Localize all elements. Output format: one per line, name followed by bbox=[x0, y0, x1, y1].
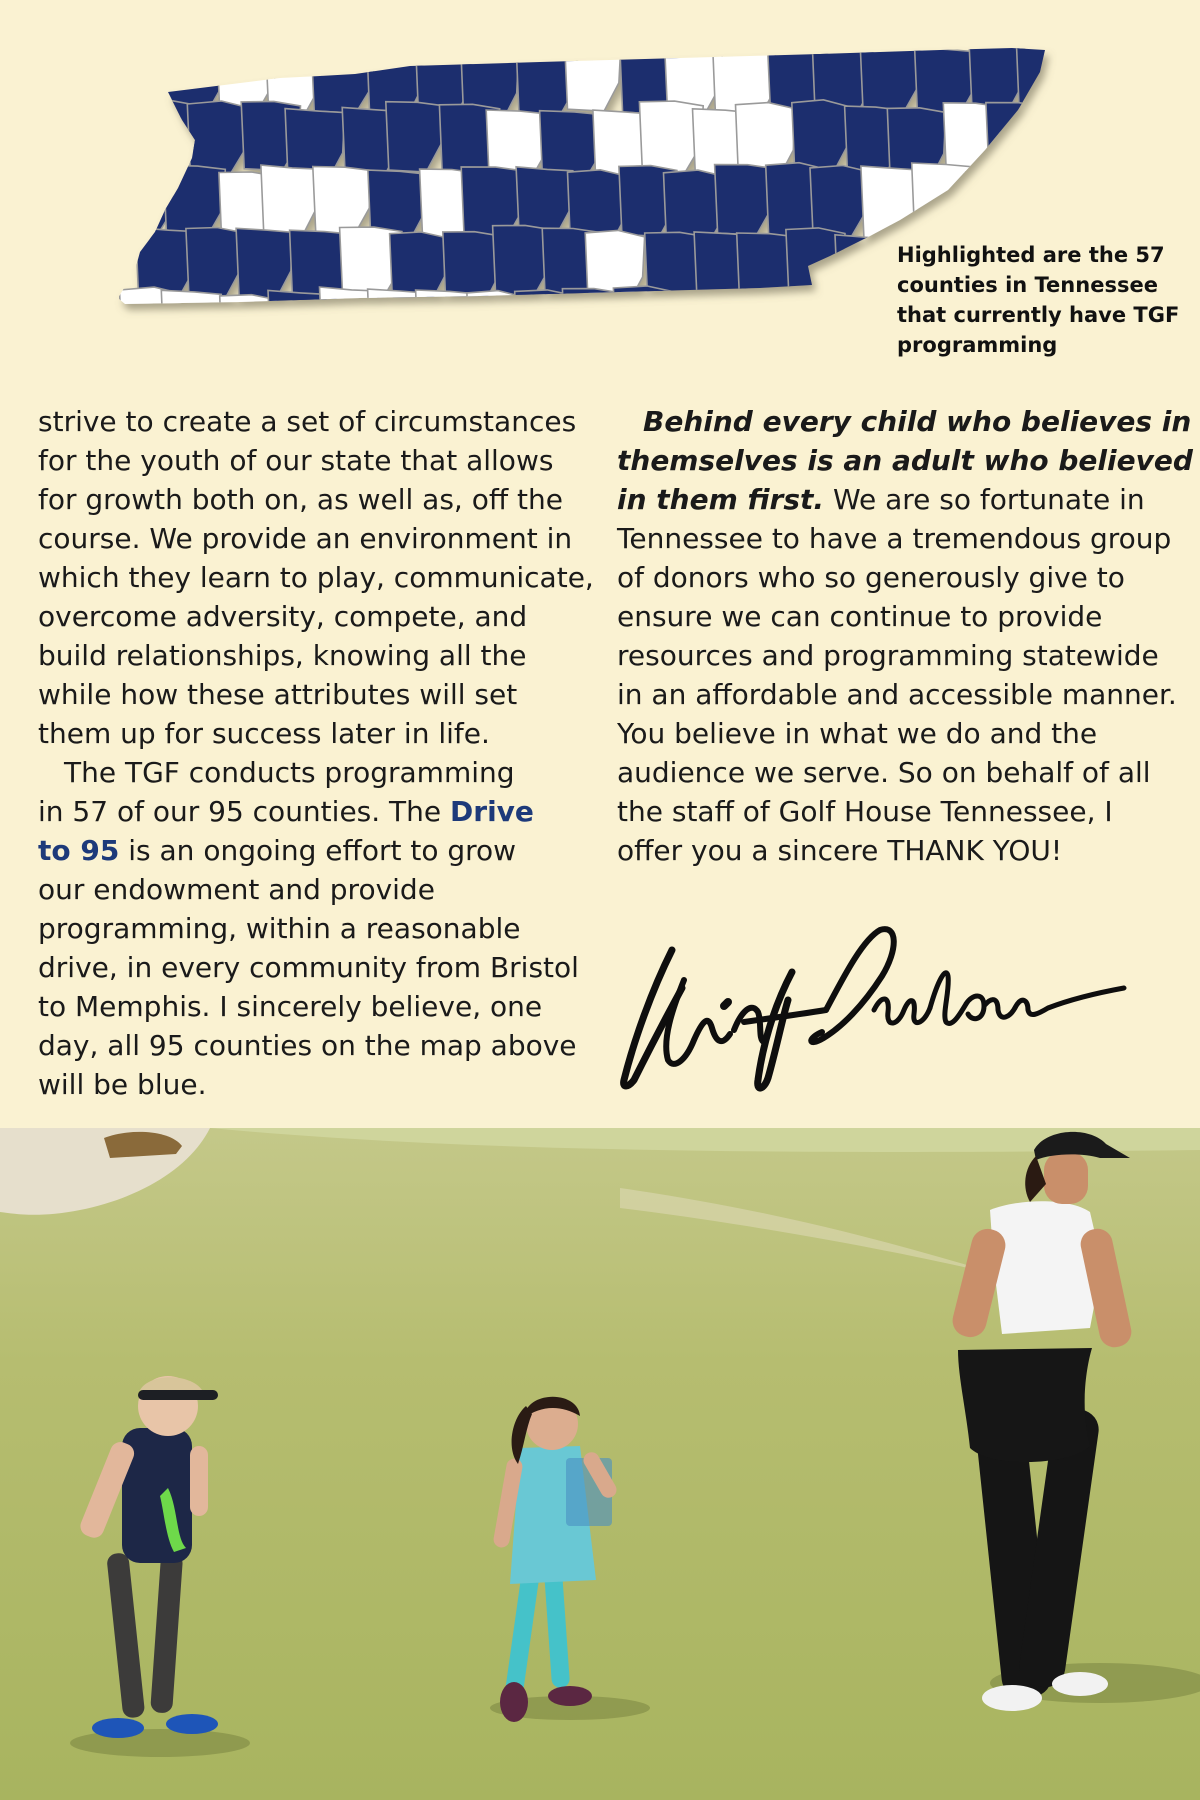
county bbox=[1061, 40, 1121, 114]
body-line bbox=[617, 480, 1187, 519]
body-line: for the youth of our state that allows bbox=[38, 444, 554, 477]
county bbox=[861, 166, 920, 239]
county-highlighted bbox=[515, 290, 574, 330]
county-highlighted bbox=[1017, 45, 1075, 122]
body-line: ensure we can continue to provide bbox=[617, 600, 1103, 633]
body-line: offer you a sincere THANK YOU! bbox=[617, 834, 1063, 867]
emphasis-text: in them first. bbox=[617, 483, 825, 516]
county-highlighted bbox=[613, 286, 675, 330]
drive-to-95-highlight: to 95 bbox=[38, 834, 120, 867]
caption-line: that currently have TGF bbox=[897, 303, 1180, 327]
county bbox=[161, 290, 221, 330]
county-highlighted bbox=[268, 290, 327, 330]
body-line: for growth both on, as well as, off the bbox=[38, 483, 563, 516]
county-highlighted bbox=[311, 43, 375, 113]
body-line: build relationships, knowing all the bbox=[38, 639, 527, 672]
body-line: day, all 95 counties on the map above bbox=[38, 1029, 577, 1062]
body-line: to Memphis. I sincerely believe, one bbox=[38, 990, 543, 1023]
body-line: audience we serve. So on behalf of all bbox=[617, 756, 1151, 789]
body-text: We are so fortunate in bbox=[824, 483, 1145, 516]
county-highlighted bbox=[986, 103, 1046, 173]
county-highlighted bbox=[186, 228, 243, 298]
drive-to-95-highlight: Drive bbox=[450, 795, 534, 828]
caption-line: programming bbox=[897, 333, 1058, 357]
left-column-text bbox=[38, 402, 598, 1104]
county-highlighted bbox=[562, 289, 619, 330]
golf-course-photo bbox=[0, 1128, 1200, 1800]
caption-line: counties in Tennessee bbox=[897, 273, 1158, 297]
emphasis-line: themselves is an adult who believed bbox=[617, 444, 1193, 477]
county bbox=[585, 230, 644, 306]
county-highlighted bbox=[835, 235, 896, 305]
county-highlighted bbox=[966, 170, 1022, 243]
body-line: The TGF conducts programming bbox=[64, 756, 515, 789]
county-highlighted bbox=[1016, 165, 1074, 243]
body-line: course. We provide an environment in bbox=[38, 522, 573, 555]
county-highlighted bbox=[1067, 169, 1123, 240]
county-highlighted bbox=[164, 165, 226, 237]
county bbox=[718, 294, 777, 330]
body-line: of donors who so generously give to bbox=[617, 561, 1125, 594]
body-text: is an ongoing effort to grow bbox=[119, 834, 517, 867]
body-line: overcome adversity, compete, and bbox=[38, 600, 528, 633]
emphasis-line: Behind every child who believes in bbox=[643, 405, 1192, 438]
body-line: strive to create a set of circumstances bbox=[38, 405, 577, 438]
county bbox=[313, 167, 372, 236]
county-highlighted bbox=[236, 228, 293, 299]
body-line bbox=[38, 831, 598, 870]
county-highlighted bbox=[1038, 101, 1095, 175]
county bbox=[467, 291, 523, 330]
body-line: will be blue. bbox=[38, 1068, 207, 1101]
caption-line: Highlighted are the 57 bbox=[897, 243, 1165, 267]
body-line: which they learn to play, communicate, bbox=[38, 561, 594, 594]
county-highlighted bbox=[115, 45, 172, 115]
county-highlighted bbox=[386, 102, 444, 172]
body-line: our endowment and provide bbox=[38, 873, 435, 906]
right-column-text bbox=[617, 402, 1193, 870]
body-text: in 57 of our 95 counties. The bbox=[38, 795, 451, 828]
map-caption bbox=[897, 240, 1187, 360]
county-highlighted bbox=[111, 169, 174, 239]
body-line: them up for success later in life. bbox=[38, 717, 490, 750]
county-highlighted bbox=[860, 43, 921, 115]
county bbox=[261, 165, 318, 239]
body-line: in an affordable and accessible manner. bbox=[617, 678, 1177, 711]
county-highlighted bbox=[816, 294, 874, 331]
body-line bbox=[38, 792, 598, 831]
county-highlighted bbox=[769, 290, 827, 330]
county-highlighted bbox=[661, 293, 720, 330]
body-line: resources and programming statewide bbox=[617, 639, 1159, 672]
county-highlighted bbox=[1094, 99, 1140, 172]
signature bbox=[612, 910, 1132, 1100]
body-line: the staff of Golf House Tennessee, I bbox=[617, 795, 1113, 828]
body-line: programming, within a reasonable bbox=[38, 912, 521, 945]
county bbox=[565, 40, 621, 111]
body-line: while how these attributes will set bbox=[38, 678, 518, 711]
body-line: You believe in what we do and the bbox=[617, 717, 1098, 750]
body-line: drive, in every community from Bristol bbox=[38, 951, 579, 984]
county-highlighted bbox=[187, 101, 249, 173]
body-line: Tennessee to have a tremendous group bbox=[617, 522, 1172, 555]
county bbox=[912, 163, 975, 239]
